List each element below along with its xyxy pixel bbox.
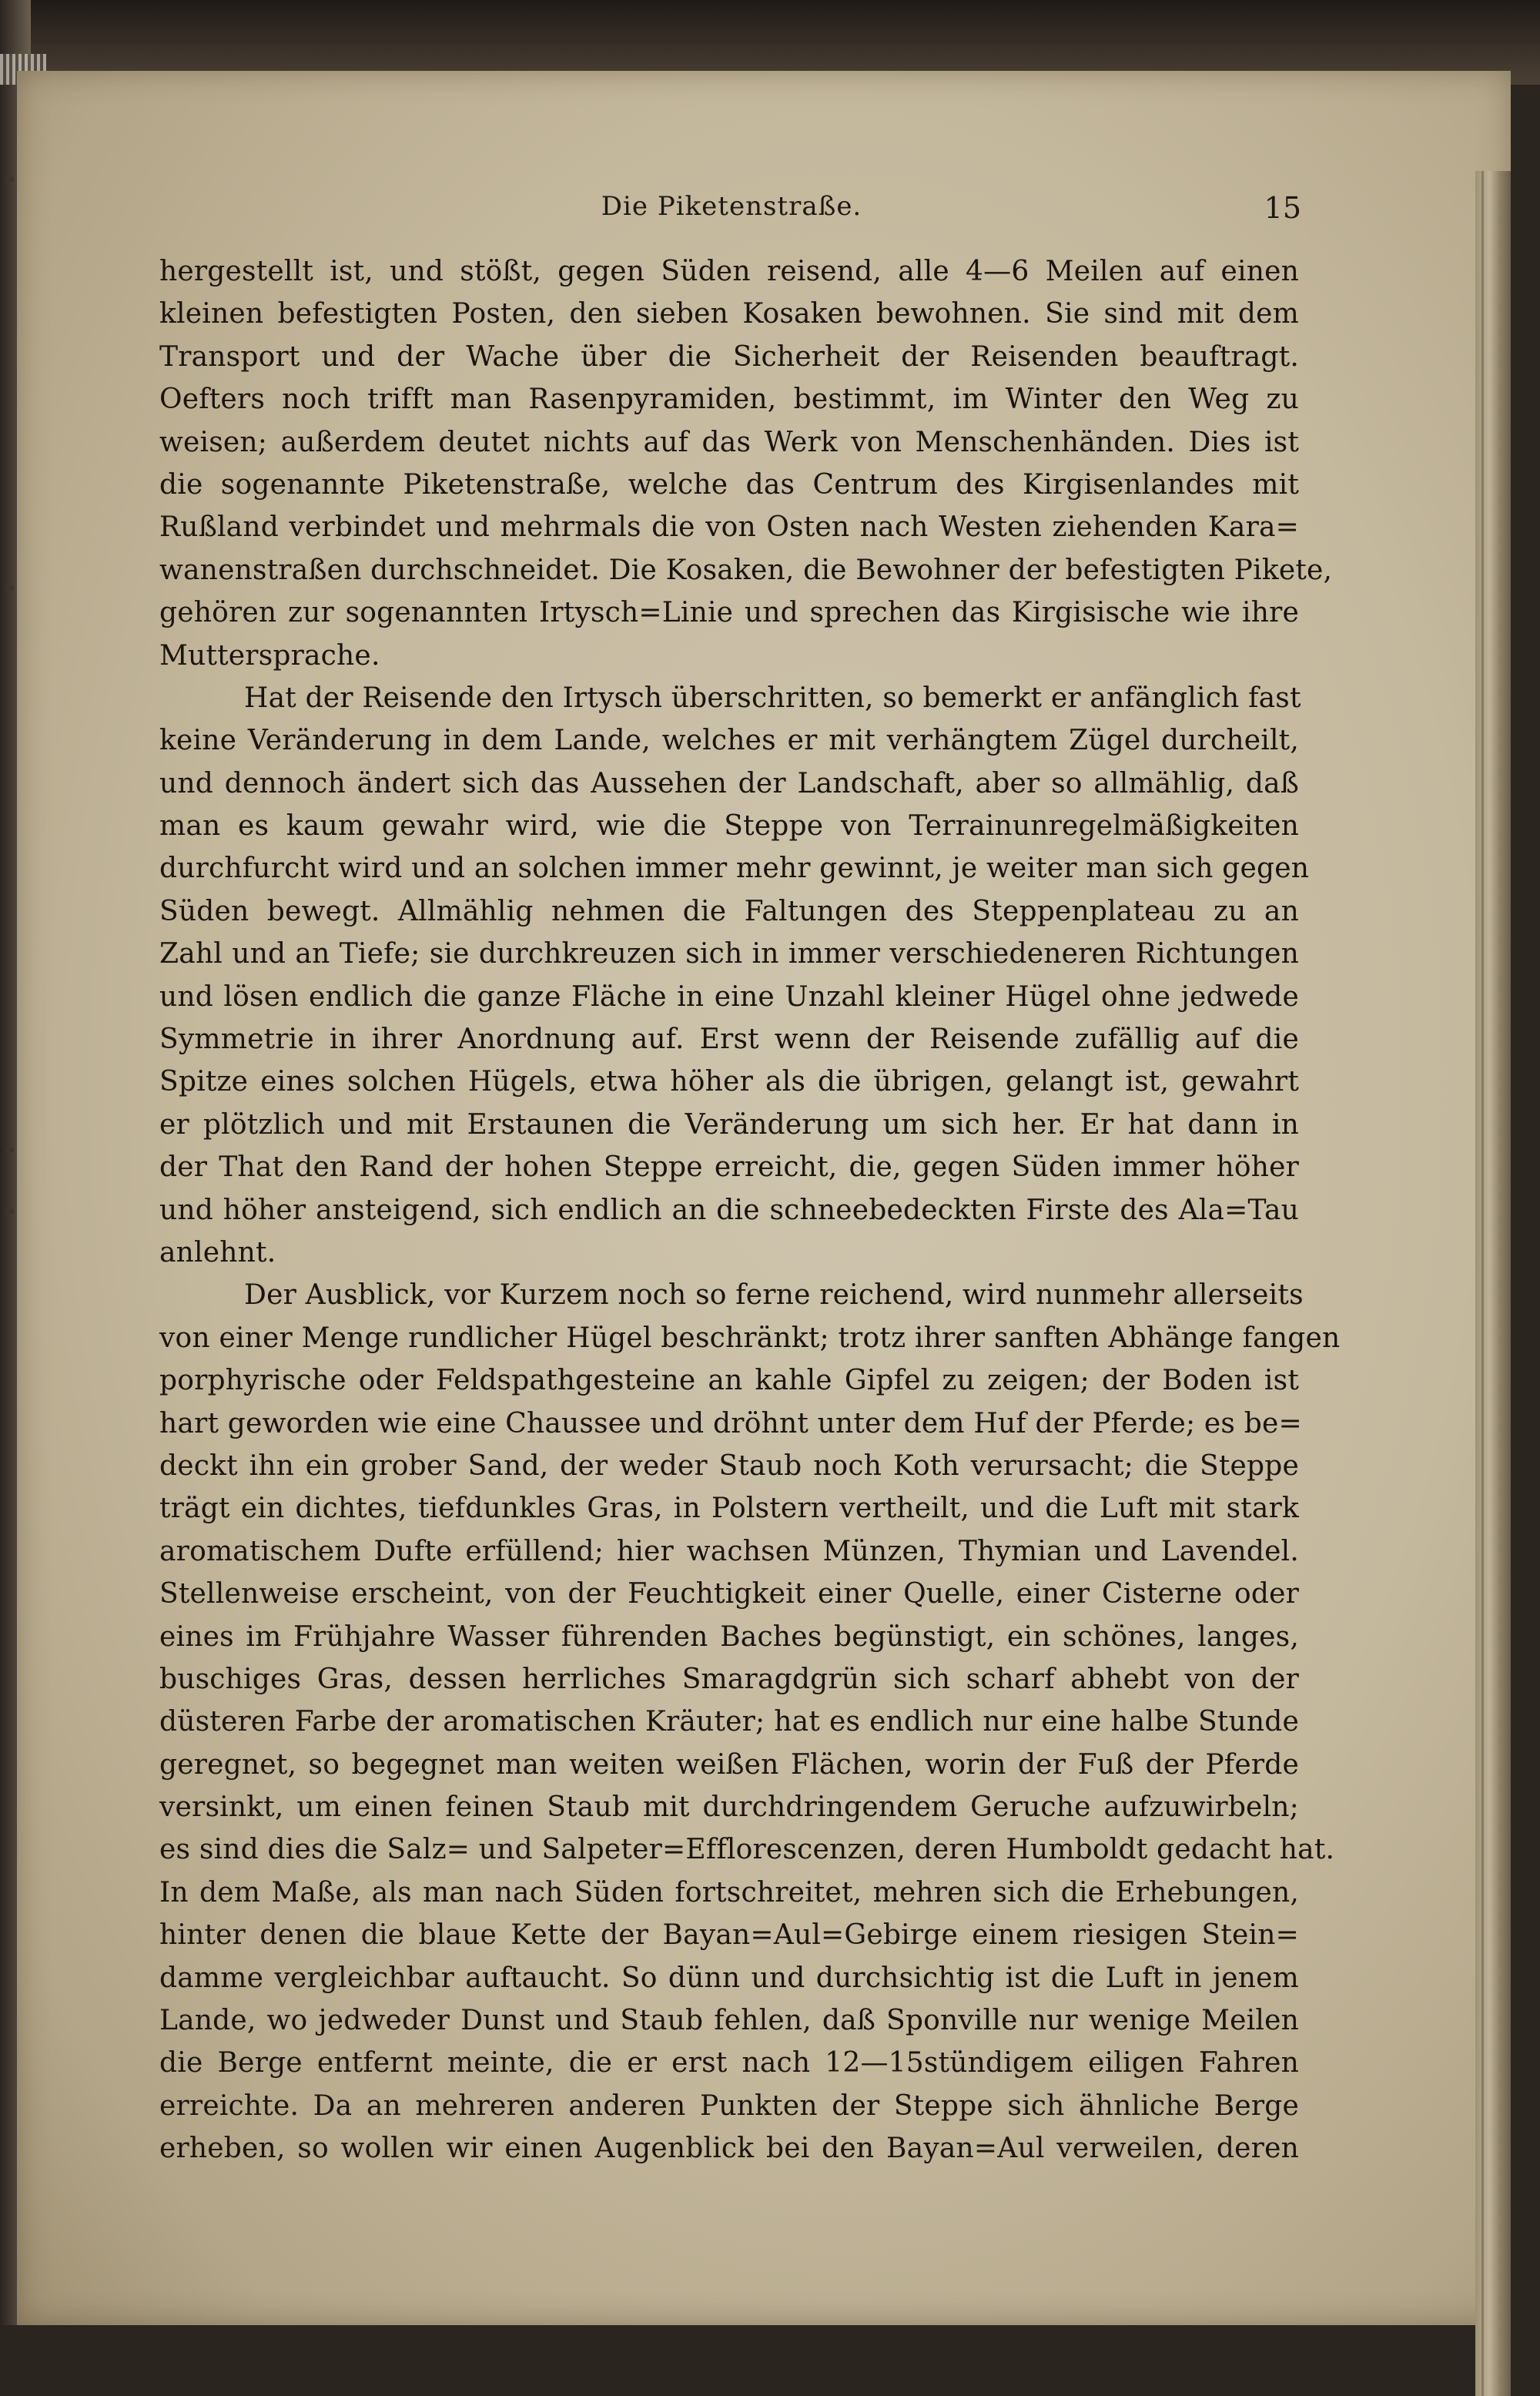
text-line: und lösen endlich die ganze Fläche in eine Unzahl kleiner Hügel ohne jedwede [159, 980, 1299, 1013]
text-line: Muttersprache. [159, 639, 380, 672]
margin-mark [6, 1148, 14, 1152]
text-line: kleinen befestigten Posten, den sieben Kosaken bewohnen. Sie sind mit dem [159, 298, 1299, 330]
text-line: versinkt, um einen feinen Staub mit durchdringendem Geruche aufzuwirbeln; [159, 1791, 1299, 1824]
text-line: geregnet, so begegnet man weiten weißen Flächen, worin der Fuß der Pferde [159, 1748, 1299, 1781]
text-line: die sogenannte Piketenstraße, welche das Centrum des Kirgisenlandes mit [159, 468, 1299, 501]
text-line: buschiges Gras, dessen herrliches Smaragdgrün sich scharf abhebt von der [159, 1663, 1299, 1695]
text-line: hinter denen die blaue Kette der Bayan=Aul=Gebirge einem riesigen Stein= [159, 1919, 1299, 1952]
text-line: trägt ein dichtes, tiefdunkles Gras, in Polstern vertheilt, und die Luft mit stark [159, 1493, 1299, 1525]
text-line: Rußland verbindet und mehrmals die von Osten nach Westen ziehenden Kara= [159, 511, 1299, 544]
text-line: hergestellt ist, und stößt, gegen Süden reisend, alle 4—6 Meilen auf einen [159, 256, 1299, 287]
margin-mark [6, 1209, 14, 1214]
text-line: und dennoch ändert sich das Aussehen der Landschaft, aber so allmählig, daß [159, 767, 1299, 799]
text-line: Stellenweise erscheint, von der Feuchtigkeit einer Quelle, einer Cisterne oder [159, 1578, 1299, 1610]
text-line: Der Ausblick, vor Kurzem noch so ferne reichend, wird nunmehr allerseits [244, 1279, 1304, 1312]
text-line: Hat der Reisende den Irtysch überschritten, so bemerkt er anfänglich fast [244, 682, 1301, 714]
text-line: Spitze eines solchen Hügels, etwa höher als die übrigen, gelangt ist, gewahrt [159, 1066, 1299, 1098]
text-line: man es kaum gewahr wird, wie die Steppe von Terrainunregelmäßigkeiten [159, 810, 1299, 843]
text-line: Symmetrie in ihrer Anordnung auf. Erst wenn der Reisende zufällig auf die [159, 1024, 1299, 1056]
text-line: Transport und der Wache über die Sicherheit der Reisenden beauftragt. [159, 340, 1299, 373]
text-line: der That den Rand der hohen Steppe erreicht, die, gegen Süden immer höher [159, 1151, 1299, 1184]
text-line: düsteren Farbe der aromatischen Kräuter; hat es endlich nur eine halbe Stunde [159, 1706, 1299, 1738]
text-line: deckt ihn ein grober Sand, der weder Staub noch Koth verursacht; die Steppe [159, 1449, 1299, 1482]
text-line: weisen; außerdem deutet nichts auf das Werk von Menschenhänden. Dies ist [159, 426, 1299, 458]
text-line: In dem Maße, als man nach Süden fortschreitet, mehren sich die Erhebungen, [159, 1876, 1299, 1908]
text-line: Süden bewegt. Allmählig nehmen die Faltungen des Steppenplateau zu an [159, 895, 1299, 927]
text-line: porphyrische oder Feldspathgesteine an kahle Gipfel zu zeigen; der Boden ist [159, 1365, 1299, 1397]
text-line: er plötzlich und mit Erstaunen die Veränderung um sich her. Er hat dann in [159, 1108, 1299, 1141]
text-line: Lande, wo jedweder Dunst und Staub fehlen, daß Sponville nur wenige Meilen [159, 2005, 1299, 2037]
body-text [159, 250, 1341, 2170]
text-line: gehören zur sogenannten Irtysch=Linie und sprechen das Kirgisische wie ihre [159, 597, 1299, 629]
text-line: erheben, so wollen wir einen Augenblick bei den Bayan=Aul verweilen, deren [159, 2133, 1299, 2165]
running-title: Die Piketenstraße. [601, 191, 862, 222]
text-line: anlehnt. [159, 1236, 276, 1268]
text-line: Oefters noch trifft man Rasenpyramiden, bestimmt, im Winter den Weg zu [159, 384, 1299, 416]
text-line: durchfurcht wird und an solchen immer mehr gewinnt, je weiter man sich gegen [159, 853, 1310, 885]
page-number: 15 [1264, 191, 1301, 225]
text-line: wanenstraßen durchschneidet. Die Kosaken, die Bewohner der befestigten Pikete, [159, 554, 1333, 586]
page-header [162, 191, 1301, 237]
text-line: die Berge entfernt meinte, die er erst nach 12—15stündigem eiligen Fahren [159, 2047, 1299, 2079]
text-line: hart geworden wie eine Chaussee und dröhnt unter dem Huf der Pferde; es be= [159, 1407, 1302, 1439]
text-line: erreichte. Da an mehreren anderen Punkten der Steppe sich ähnliche Berge [159, 2089, 1299, 2122]
text-line: es sind dies die Salz= und Salpeter=Efflorescenzen, deren Humboldt gedacht hat. [159, 1834, 1335, 1866]
text-line: eines im Frühjahre Wasser führenden Baches begünstigt, ein schönes, langes, [159, 1620, 1299, 1653]
margin-mark [6, 585, 14, 590]
text-line: damme vergleichbar auftaucht. So dünn und durchsichtig ist die Luft in jenem [159, 1962, 1299, 1994]
text-line: Zahl und an Tiefe; sie durchkreuzen sich in immer verschiedeneren Richtungen [159, 938, 1299, 970]
text-line: aromatischem Dufte erfüllend; hier wachsen Münzen, Thymian und Lavendel. [159, 1535, 1299, 1567]
text-line: keine Veränderung in dem Lande, welches er mit verhängtem Zügel durcheilt, [159, 725, 1299, 757]
page-edge-stack [1475, 171, 1511, 2396]
text-line: von einer Menge rundlicher Hügel beschränkt; trotz ihrer sanften Abhänge fangen [159, 1322, 1341, 1354]
text-line: und höher ansteigend, sich endlich an die schneebedeckten Firste des Ala=Tau [159, 1194, 1299, 1226]
margin-mark [6, 177, 14, 182]
